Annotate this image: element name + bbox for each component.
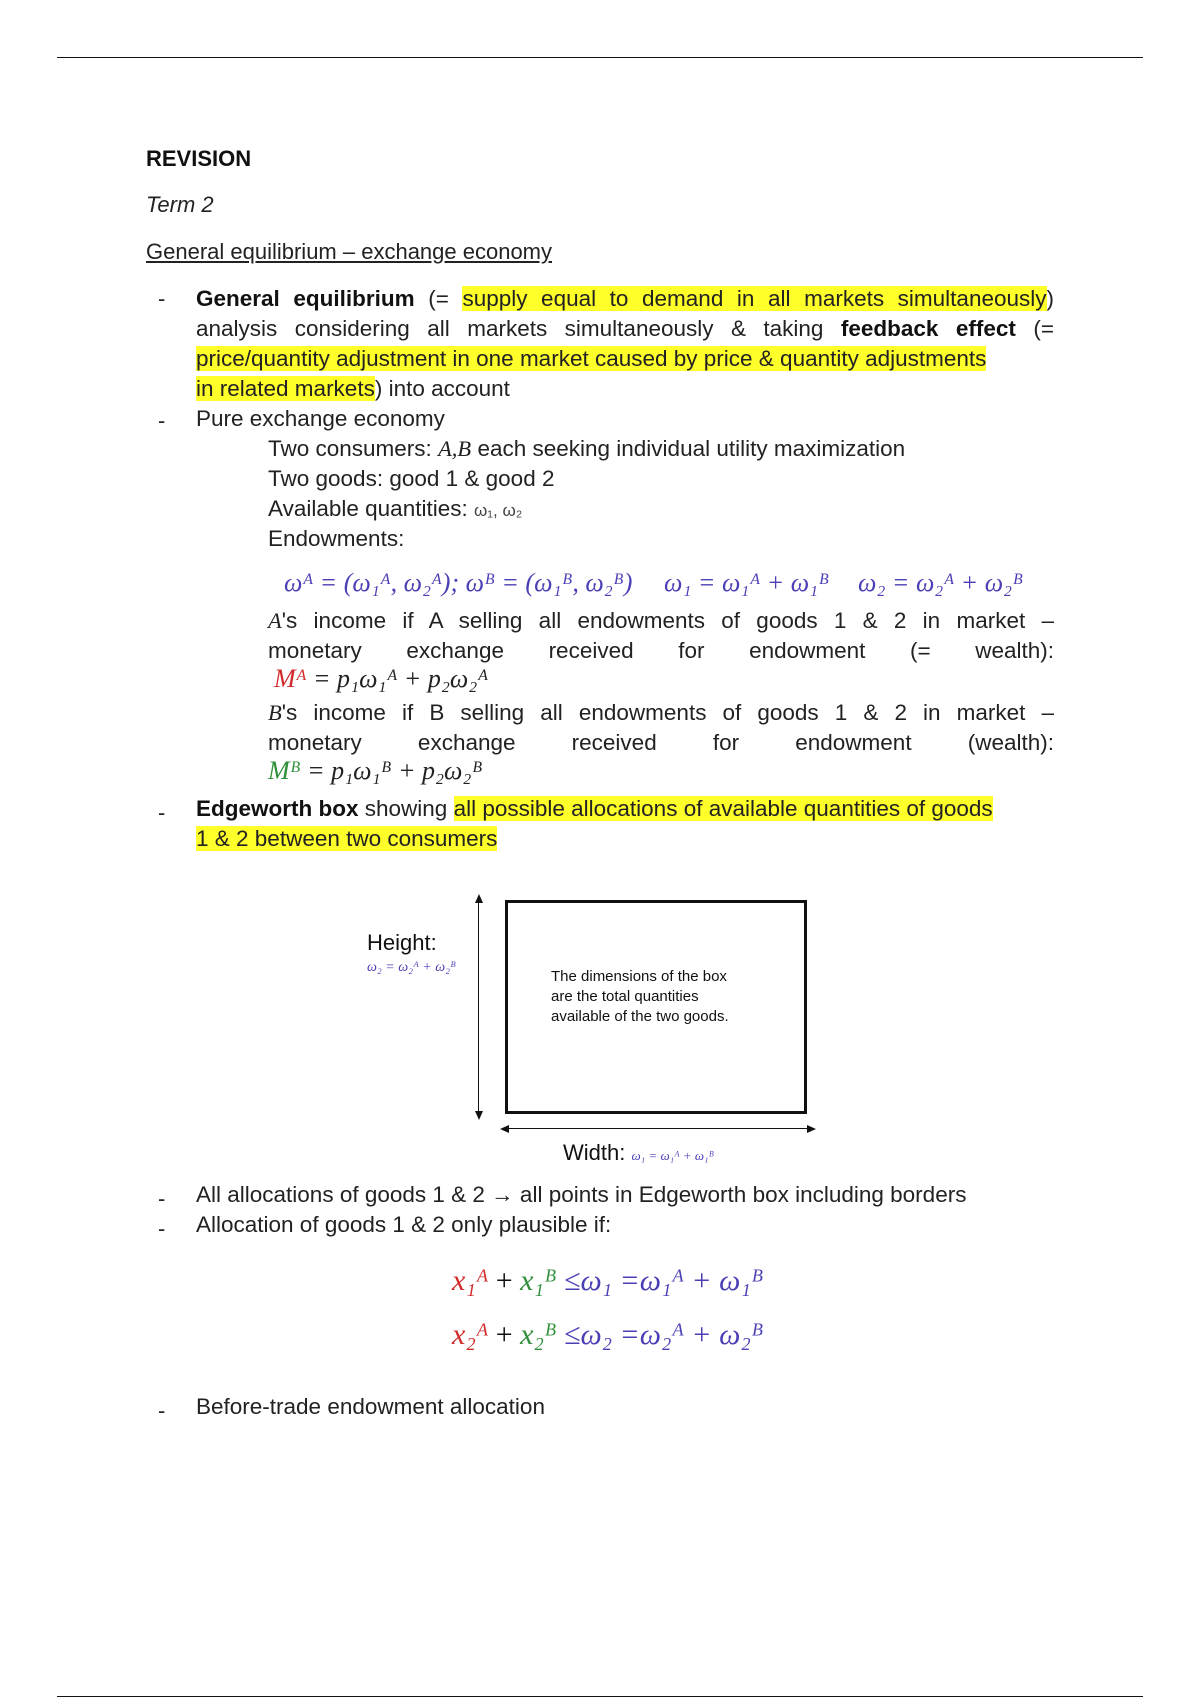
- text-fragment: Two consumers:: [268, 436, 439, 461]
- math-fragment: B: [268, 700, 282, 725]
- math-fragment: A: [268, 608, 282, 633]
- page-subtitle: Term 2: [146, 192, 214, 217]
- two-goods-line: Two goods: good 1 & good 2: [268, 466, 555, 491]
- bullet-marker: -: [158, 408, 166, 433]
- math-fragment: A,B: [438, 436, 472, 461]
- width-formula: ω₁ = ω₁ᴬ + ω₁ᴮ: [631, 1148, 714, 1163]
- highlight-edgeworth-definition: all possible allocations of available quantities of goods: [453, 796, 993, 821]
- top-rule: [57, 57, 1143, 58]
- math-fragment: x₁ᴮ: [520, 1264, 557, 1297]
- arrowhead-up: [475, 894, 483, 903]
- endowments-label: Endowments:: [268, 526, 405, 551]
- two-consumers-line: [268, 434, 905, 464]
- bullet-all-allocations: All allocations of goods 1 & 2 → all points in Edgeworth box including borders: [196, 1182, 967, 1207]
- edgeworth-box: [505, 900, 807, 1114]
- text-fragment: monetary exchange received for endowment (= wealth):: [268, 638, 1054, 663]
- arrowhead-left: [500, 1125, 509, 1133]
- text-fragment: ) into account: [374, 376, 510, 401]
- highlight-definition: supply equal to demand in all markets simultaneously: [462, 286, 1047, 311]
- text-fragment: showing: [358, 796, 454, 821]
- section-heading: General equilibrium – exchange economy: [146, 239, 553, 264]
- bullet-plausible-allocation: Allocation of goods 1 & 2 only plausible if:: [196, 1212, 612, 1237]
- bullet-marker: -: [158, 800, 166, 825]
- text-fragment: monetary exchange received for endowment (wealth):: [268, 730, 1054, 755]
- bullet-marker: -: [158, 1398, 166, 1423]
- caption-line: available of the two goods.: [551, 1008, 729, 1025]
- term-feedback-effect: feedback effect: [840, 316, 1016, 341]
- term-general-equilibrium: General equilibrium: [196, 286, 415, 311]
- bullet-before-trade: Before-trade endowment allocation: [196, 1394, 545, 1419]
- math-fragment: +: [488, 1318, 521, 1351]
- text-fragment: ): [1046, 286, 1054, 311]
- inequality-good2: [452, 1318, 763, 1352]
- arrowhead-down: [475, 1111, 483, 1120]
- bullet-marker: -: [158, 286, 166, 311]
- math-fragment: Mᴬ: [274, 664, 307, 693]
- highlight-feedback-definition-cont: in related markets: [196, 376, 375, 401]
- math-fragment: = p₁ω₁ᴮ + p₂ω₂ᴮ: [300, 756, 483, 785]
- text-fragment: (=: [1015, 316, 1054, 341]
- math-fragment: x₂ᴮ: [520, 1318, 557, 1351]
- bullet-marker: -: [158, 1186, 166, 1211]
- height-formula: ω₂ = ω₂ᴬ + ω₂ᴮ: [367, 960, 456, 975]
- highlight-feedback-definition: price/quantity adjustment in one market caused by price & quantity adjustments: [196, 346, 987, 371]
- math-fragment: ≤ω₂ =ω₂ᴬ + ω₂ᴮ: [556, 1318, 764, 1351]
- text-fragment: 's income if A selling all endowments of goods 1 & 2 in market –: [281, 608, 1054, 633]
- bullet-pure-exchange: Pure exchange economy: [196, 406, 445, 431]
- text-fragment: (=: [414, 286, 463, 311]
- height-arrowheads: [472, 894, 486, 1120]
- text-fragment: Available quantities:: [268, 496, 474, 521]
- height-label: Height:: [367, 930, 437, 955]
- omega1-formula: ω₁ = ω₁ᴬ + ω₁ᴮ: [664, 568, 830, 597]
- math-fragment: = p₁ω₁ᴬ + p₂ω₂ᴬ: [306, 664, 489, 693]
- bottom-rule: [57, 1696, 1143, 1697]
- bullet-edgeworth-box: [196, 794, 1054, 854]
- bullet-general-equilibrium: [196, 284, 1054, 404]
- available-quantities-line: [268, 494, 522, 526]
- page-title: REVISION: [146, 146, 252, 171]
- omega2-formula: ω₂ = ω₂ᴬ + ω₂ᴮ: [858, 568, 1024, 597]
- width-label: [563, 1140, 714, 1166]
- highlight-edgeworth-definition-cont: 1 & 2 between two consumers: [196, 826, 498, 851]
- income-a-formula: [274, 664, 488, 694]
- income-a-text: [268, 606, 1054, 666]
- bullet-marker: -: [158, 1216, 166, 1241]
- math-fragment: ≤ω₁ =ω₁ᴬ + ω₁ᴮ: [556, 1264, 764, 1297]
- income-b-formula: [268, 756, 482, 786]
- endowment-formula: ωᴬ = (ω₁ᴬ, ω₂ᴬ); ωᴮ = (ω₁ᴮ, ω₂ᴮ): [284, 568, 633, 597]
- math-fragment: ω₁, ω₂: [473, 501, 523, 520]
- caption-line: The dimensions of the box: [551, 968, 727, 985]
- text-fragment: each seeking individual utility maximization: [471, 436, 906, 461]
- text-fragment: analysis considering all markets simultaneously & taking: [196, 316, 841, 341]
- math-fragment: +: [488, 1264, 521, 1297]
- text-fragment: 's income if B selling all endowments of goods 1 & 2 in market –: [281, 700, 1054, 725]
- term-edgeworth-box: Edgeworth box: [196, 796, 359, 821]
- math-fragment: Mᴮ: [268, 756, 301, 785]
- inequality-good1: [452, 1264, 763, 1298]
- box-caption: [551, 967, 729, 1027]
- math-fragment: x₁ᴬ: [452, 1264, 489, 1297]
- width-label-text: Width:: [563, 1140, 626, 1165]
- income-b-text: [268, 698, 1054, 758]
- arrowhead-right: [807, 1125, 816, 1133]
- width-arrowheads: [500, 1122, 816, 1136]
- caption-line: are the total quantities: [551, 988, 699, 1005]
- math-fragment: x₂ᴬ: [452, 1318, 489, 1351]
